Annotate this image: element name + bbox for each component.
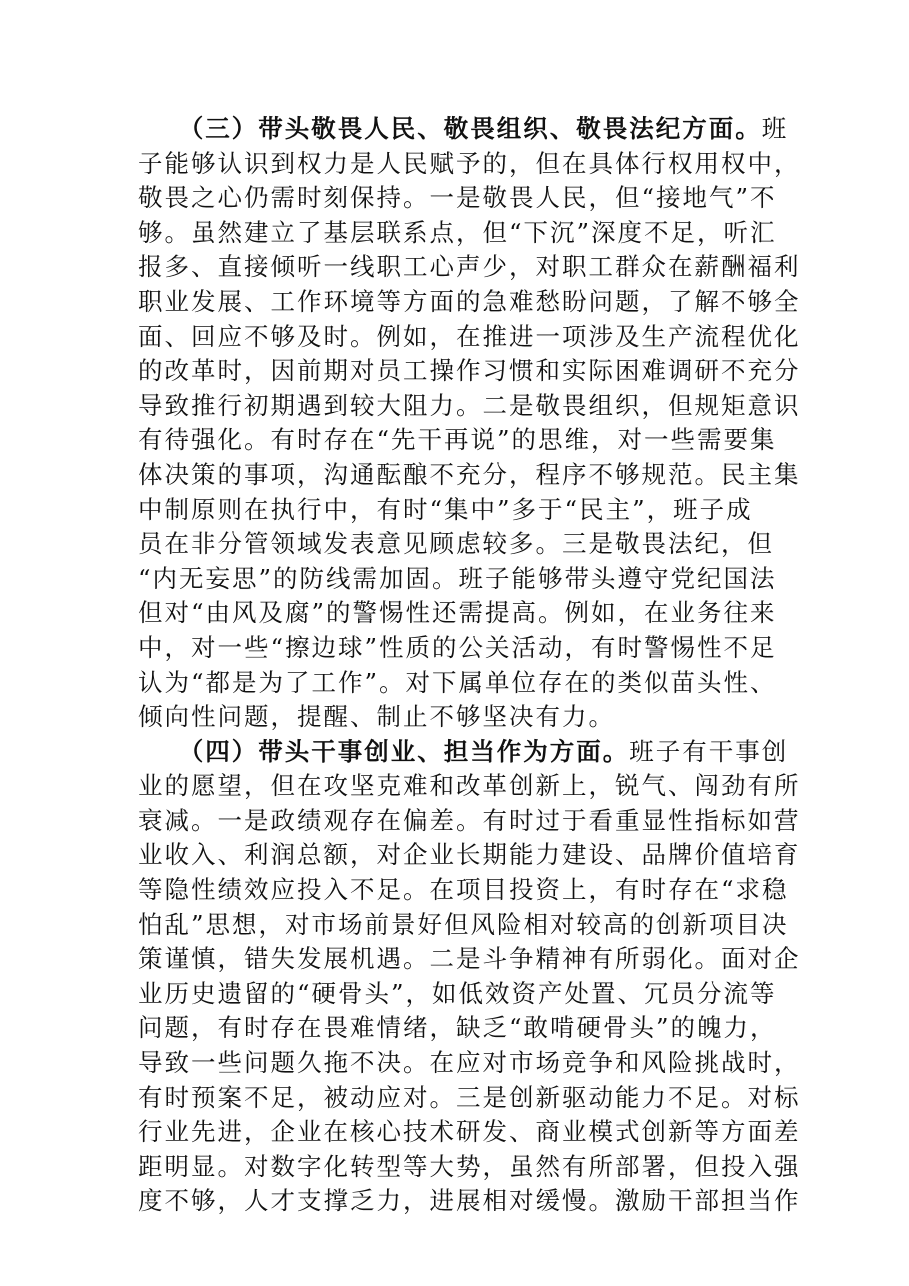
text-line (138, 1011, 778, 1046)
text-line (138, 908, 789, 943)
text-line (138, 112, 789, 147)
paragraph-indent (138, 737, 191, 766)
line-text: 子能够认识到权力是人民赋予的，但在具体行权用权中， (138, 148, 801, 178)
text-line (138, 562, 778, 597)
line-text: 面、回应不够及时。例如，在推进一项涉及生产流程优化 (138, 321, 801, 351)
line-text: 有待强化。有时存在“先干再说”的思维，对一些需要集 (138, 425, 777, 455)
line-text: 班 (761, 114, 789, 143)
text-line (138, 631, 778, 666)
text-line (138, 666, 778, 701)
line-text: 有时预案不足，被动应对。三是创新驱动能力不足。对标 (138, 1082, 801, 1112)
line-text: 敬畏之心仍需时刻保持。一是敬畏人民，但“接地气”不 (138, 183, 777, 213)
text-line (138, 1081, 801, 1116)
text-line (138, 250, 801, 285)
line-text: 班子有干事创 (629, 736, 789, 766)
line-text: 距明显。对数字化转型等大势，虽然有所部署，但投入强 (138, 1151, 801, 1181)
line-text: 员在非分管领域发表意见顾虑较多。三是敬畏法纪，但 (138, 529, 774, 559)
text-line (138, 389, 801, 424)
line-text: 但对“由风及腐”的警惕性还需提高。例如，在业务往来 (138, 598, 777, 628)
line-text: 策谨慎，错失发展机遇。二是斗争精神有所弱化。面对企 (138, 944, 801, 974)
line-text: “内无妄思”的防线需加固。班子能够带头遵守党纪国法 (138, 563, 777, 593)
text-line (138, 942, 801, 977)
line-text: 够。虽然建立了基层联系点，但“下沉”深度不足，听汇 (138, 217, 777, 247)
line-text: 业收入、利润总额，对企业长期能力建设、品牌价值培育 (138, 840, 801, 870)
section-heading: （四）带头干事创业、担当作为方面。 (191, 736, 630, 766)
line-text: 的改革时，因前期对员工操作习惯和实际困难调研不充分 (138, 356, 801, 386)
paragraph-indent (138, 114, 191, 143)
line-text: 业历史遗留的“硬骨头”，如低效资产处置、冗员分流等 (138, 978, 777, 1008)
line-text: 中制原则在执行中，有时“集中”多于“民主”，班子成 (138, 494, 753, 524)
text-line (138, 147, 801, 182)
line-text: 度不够，人才支撑乏力，进展相对缓慢。激励干部担当作 (138, 1186, 801, 1216)
line-text: 导致推行初期遇到较大阻力。二是敬畏组织，但规矩意识 (138, 390, 801, 420)
text-line (138, 493, 778, 528)
text-line (138, 735, 789, 770)
text-line (138, 1184, 801, 1219)
line-text: 报多、直接倾听一线职工心声少，对职工群众在薪酬福利 (138, 252, 801, 282)
text-line (138, 977, 778, 1012)
text-line (138, 873, 789, 908)
line-text: 怕乱”思想，对市场前景好但风险相对较高的创新项目决 (138, 909, 789, 939)
text-line (138, 804, 801, 839)
text-line (138, 181, 778, 216)
line-text: 问题，有时存在畏难情绪，缺乏“敢啃硬骨头”的魄力， (138, 1013, 777, 1043)
line-text: 中，对一些“擦边球”性质的公关活动，有时警惕性不足 (138, 632, 777, 662)
line-text: 体决策的事项，沟通酝酿不充分，程序不够规范。民主集 (138, 459, 801, 489)
text-line (138, 700, 778, 735)
line-text: 衰减。一是政绩观存在偏差。有时过于看重显性指标如营 (138, 805, 801, 835)
text-line (138, 320, 801, 355)
line-text: 业的愿望，但在攻坚克难和改革创新上，锐气、闯劲有所 (138, 771, 801, 801)
text-line (138, 527, 778, 562)
text-line (138, 769, 801, 804)
text-line (138, 838, 801, 873)
text-line (138, 1150, 801, 1185)
document-body (138, 112, 801, 1219)
line-text: 等隐性绩效应投入不足。在项目投资上，有时存在“求稳 (138, 875, 789, 905)
text-line (138, 458, 801, 493)
section-four (138, 735, 801, 1219)
line-text: 导致一些问题久拖不决。在应对市场竞争和风险挑战时， (138, 1048, 801, 1078)
section-three (138, 112, 801, 735)
text-line (138, 285, 801, 320)
line-text: 认为“都是为了工作”。对下属单位存在的类似苗头性、 (138, 667, 777, 697)
text-line (138, 1115, 801, 1150)
text-line (138, 216, 778, 251)
line-text: 倾向性问题，提醒、制止不够坚决有力。 (138, 702, 615, 732)
text-line (138, 1046, 801, 1081)
text-line (138, 423, 778, 458)
line-text: 行业先进，企业在核心技术研发、商业模式创新等方面差 (138, 1117, 801, 1147)
section-heading: （三）带头敬畏人民、敬畏组织、敬畏法纪方面。 (191, 114, 762, 143)
text-line (138, 354, 801, 389)
text-line (138, 596, 778, 631)
line-text: 职业发展、工作环境等方面的急难愁盼问题，了解不够全 (138, 286, 801, 316)
